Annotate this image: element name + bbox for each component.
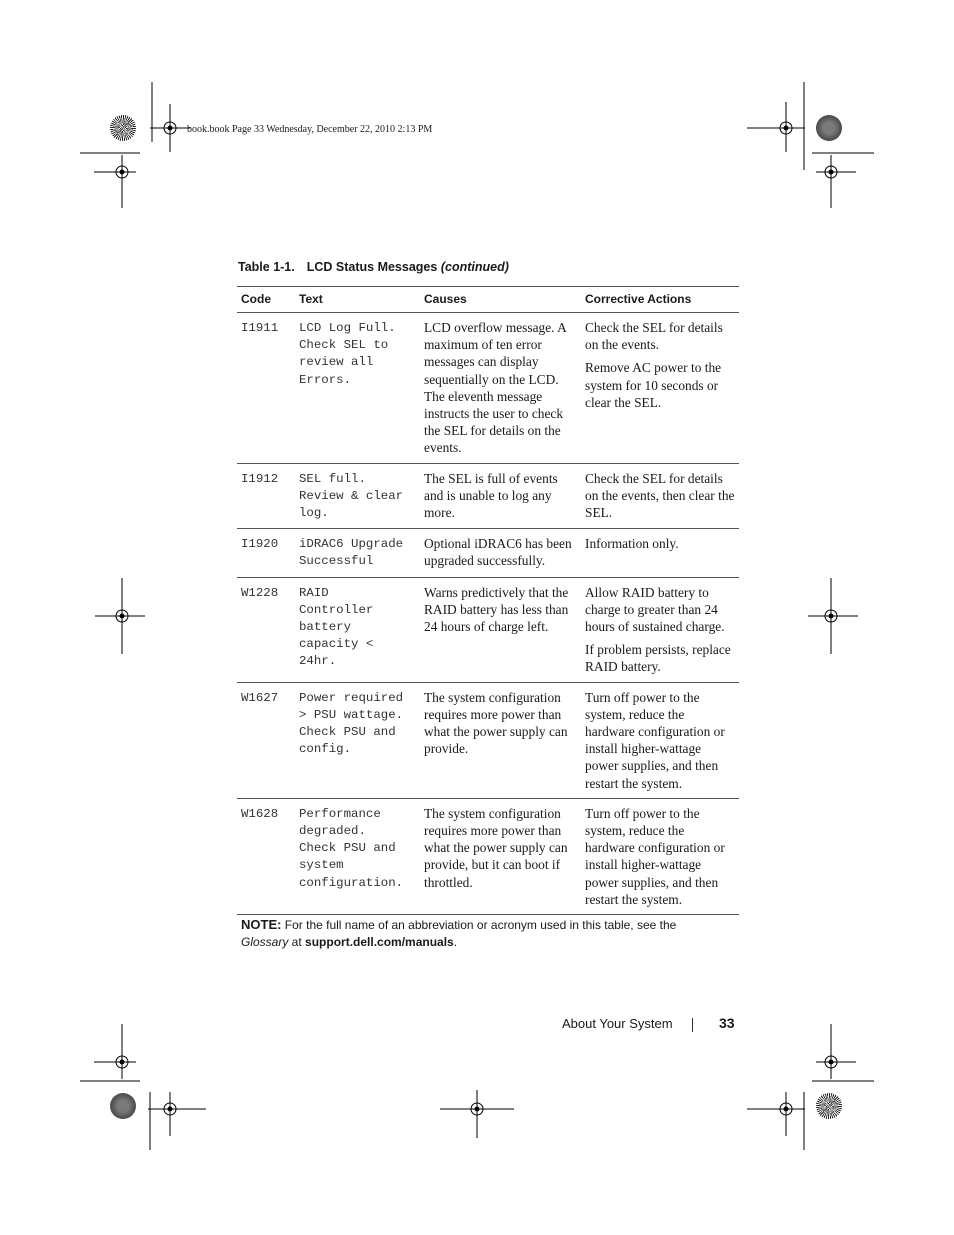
column-header-causes: Causes (420, 287, 581, 313)
table-title: LCD Status Messages (306, 260, 438, 274)
crosshair-icon (148, 1092, 208, 1152)
action-paragraph: Turn off power to the system, reduce the hardware configuration or install higher-wattage power supplies, and then restart the system. (585, 805, 725, 907)
table-note (241, 916, 741, 951)
crosshair-icon (95, 578, 147, 656)
action-paragraph: Turn off power to the system, reduce the hardware configuration or install higher-wattage power supplies, and then restart the system. (585, 689, 725, 791)
table-row (237, 577, 739, 682)
note-label: NOTE: (241, 917, 282, 932)
causes-cell: Optional iDRAC6 has been upgraded successfully. (420, 529, 581, 577)
sunburst-mark-icon (110, 115, 136, 141)
action-paragraph: Remove AC power to the system for 10 seconds or clear the SEL. (585, 360, 722, 410)
sunburst-mark-icon (816, 1093, 842, 1119)
crosshair-icon (440, 1090, 516, 1140)
code-cell: W1628 (237, 798, 295, 914)
table-row (237, 313, 739, 464)
table-header-row (237, 287, 739, 313)
text-cell: iDRAC6 Upgrade Successful (295, 529, 420, 577)
action-paragraph: Information only. (585, 536, 679, 552)
crosshair-icon (812, 1024, 874, 1084)
causes-cell: The SEL is full of events and is unable to log any more. (420, 463, 581, 529)
actions-cell (581, 577, 739, 682)
column-header-code: Code (237, 287, 295, 313)
crosshair-icon (747, 1092, 807, 1152)
code-cell: I1920 (237, 529, 295, 577)
table-row (237, 682, 739, 798)
code-cell: I1911 (237, 313, 295, 464)
glossary-reference: Glossary (241, 935, 289, 949)
crosshair-icon (80, 150, 140, 210)
page-number: 33 (719, 1015, 735, 1031)
code-cell: I1912 (237, 463, 295, 529)
sunburst-mark-icon (110, 1093, 136, 1119)
code-cell: W1228 (237, 577, 295, 682)
table-number: Table 1-1. (238, 260, 295, 274)
note-at: at (288, 935, 306, 949)
crosshair-icon (808, 578, 860, 656)
footer-divider (692, 1018, 693, 1032)
note-end: . (453, 935, 458, 949)
table-caption (238, 260, 509, 274)
actions-cell (581, 529, 739, 577)
actions-cell (581, 798, 739, 914)
action-paragraph: If problem persists, replace RAID battery. (585, 642, 731, 675)
crosshair-icon (747, 82, 807, 172)
sunburst-mark-icon (816, 115, 842, 141)
action-paragraph: Check the SEL for details on the events. (585, 320, 723, 353)
lcd-status-table (237, 286, 739, 915)
code-cell: W1627 (237, 682, 295, 798)
manuals-link[interactable]: support.dell.com/manuals (305, 935, 454, 949)
table-row (237, 463, 739, 529)
causes-cell: The system configuration requires more power than what the power supply can provide, but it can boot if throttled. (420, 798, 581, 914)
actions-cell (581, 313, 739, 464)
column-header-actions: Corrective Actions (581, 287, 739, 313)
crosshair-icon (150, 82, 190, 172)
text-cell: SEL full. Review & clear log. (295, 463, 420, 529)
actions-cell (581, 463, 739, 529)
actions-cell (581, 682, 739, 798)
note-text: For the full name of an abbreviation or acronym used in this table, see the (281, 918, 677, 932)
causes-cell: The system configuration requires more power than what the power supply can provide. (420, 682, 581, 798)
action-paragraph: Allow RAID battery to charge to greater than 24 hours of sustained charge. (585, 584, 725, 635)
crosshair-icon (812, 150, 874, 210)
table-continued: (continued) (440, 260, 509, 274)
footer-section-title: About Your System (562, 1016, 673, 1031)
column-header-text: Text (295, 287, 420, 313)
print-header: book.book Page 33 Wednesday, December 22, 2010 2:13 PM (187, 124, 433, 135)
text-cell: RAID Controller battery capacity < 24hr. (295, 577, 420, 682)
table-row (237, 529, 739, 577)
table-row (237, 798, 739, 914)
text-cell: Power required > PSU wattage. Check PSU and config. (295, 682, 420, 798)
action-paragraph: Check the SEL for details on the events, then clear the SEL. (585, 470, 735, 521)
causes-cell: Warns predictively that the RAID battery has less than 24 hours of charge left. (420, 577, 581, 682)
causes-cell: LCD overflow message. A maximum of ten error messages can display sequentially on the LCD. The eleventh message instructs the user to check the SEL for details on the events. (420, 313, 581, 464)
text-cell: Performance degraded. Check PSU and system configuration. (295, 798, 420, 914)
text-cell: LCD Log Full. Check SEL to review all Errors. (295, 313, 420, 464)
crosshair-icon (80, 1024, 140, 1084)
